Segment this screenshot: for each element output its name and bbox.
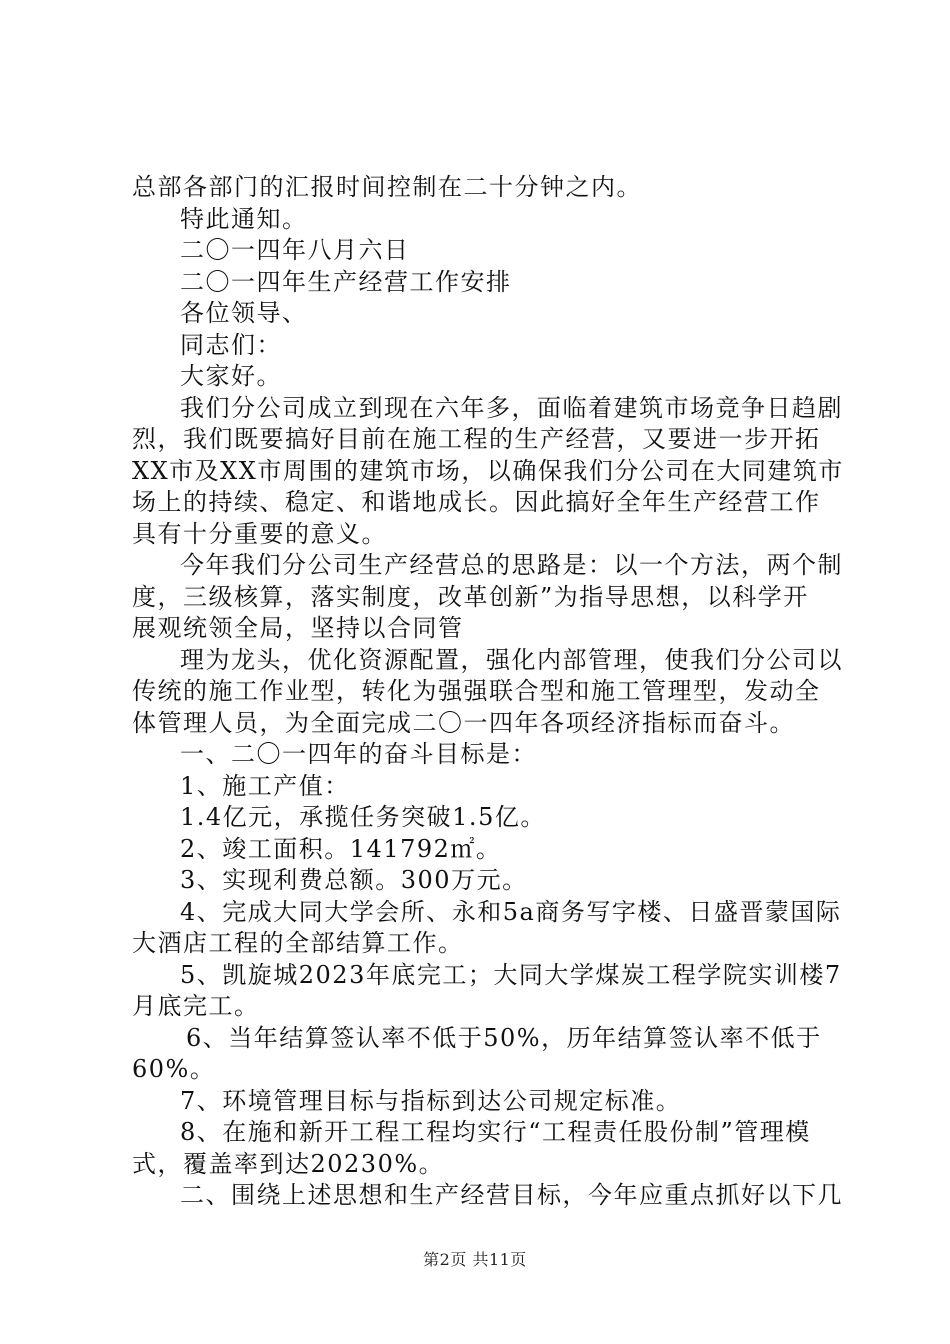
list-item: 3、实现利费总额。300万元。: [180, 866, 528, 894]
text-line: 特此通知。: [180, 204, 308, 233]
list-item: 6、当年结算签认率不低于50%，历年结算签认率不低于: [186, 1023, 822, 1052]
text-line: 各位领导、: [180, 299, 308, 327]
text-line: 大家好。: [180, 362, 282, 390]
list-item: 5、凯旋城2023年底完工；大同大学煤炭工程学院实训楼7: [180, 960, 842, 989]
text-line: 体管理人员，为全面完成二〇一四年各项经济指标而奋斗。: [132, 708, 795, 737]
list-item: 1.4亿元，承揽任务突破1.5亿。: [180, 803, 546, 831]
text-line: 具有十分重要的意义。: [132, 519, 387, 548]
list-item: 1、施工产值：: [180, 771, 350, 800]
list-item: 月底完工。: [132, 992, 260, 1020]
list-item: 60%。: [132, 1055, 216, 1083]
list-item: 2、竣工面积。141792㎡。: [180, 834, 502, 863]
list-item: 8、在施和新开工程工程均实行“工程责任股份制”管理模: [180, 1118, 811, 1146]
text-line: 二〇一四年八月六日: [180, 236, 410, 264]
list-heading: 一、二〇一四年的奋斗目标是：: [180, 740, 537, 768]
page-number: 第2页 共11页: [423, 1250, 527, 1269]
text-line: 同志们：: [180, 330, 282, 359]
text-line: 度，三级核算，落实制度，改革创新”为指导思想，以科学开: [132, 582, 809, 611]
text-line: 烈，我们既要搞好目前在施工程的生产经营，又要进一步开拓: [132, 425, 821, 453]
text-line: 理为龙头，优化资源配置，强化内部管理，使我们分公司以: [180, 645, 843, 674]
text-line: 展观统领全局，坚持以合同管: [132, 614, 464, 642]
text-line: 总部各部门的汇报时间控制在二十分钟之内。: [132, 173, 642, 201]
section-title: 二〇一四年生产经营工作安排: [180, 267, 512, 296]
list-heading: 二、围绕上述思想和生产经营目标，今年应重点抓好以下几: [180, 1181, 843, 1209]
text-line: 今年我们分公司生产经营总的思路是：以一个方法，两个制: [180, 551, 843, 579]
text-line: 我们分公司成立到现在六年多，面临着建筑市场竞争日趋剧: [180, 393, 843, 422]
list-item: 4、完成大同大学会所、永和5a商务写字楼、日盛晋蒙国际: [180, 897, 842, 926]
text-line: 传统的施工作业型，转化为强强联合型和施工管理型，发动全: [132, 677, 821, 705]
list-item: 7、环境管理目标与指标到达公司规定标准。: [180, 1086, 682, 1115]
list-item: 大酒店工程的全部结算工作。: [132, 929, 464, 957]
text-line: XX市及XX市周围的建筑市场，以确保我们分公司在大同建筑市: [132, 456, 844, 485]
document-body: [132, 172, 844, 1212]
list-item: 式，覆盖率到达20230%。: [132, 1149, 445, 1178]
text-line: 场上的持续、稳定、和谐地成长。因此搞好全年生产经营工作: [132, 488, 821, 516]
